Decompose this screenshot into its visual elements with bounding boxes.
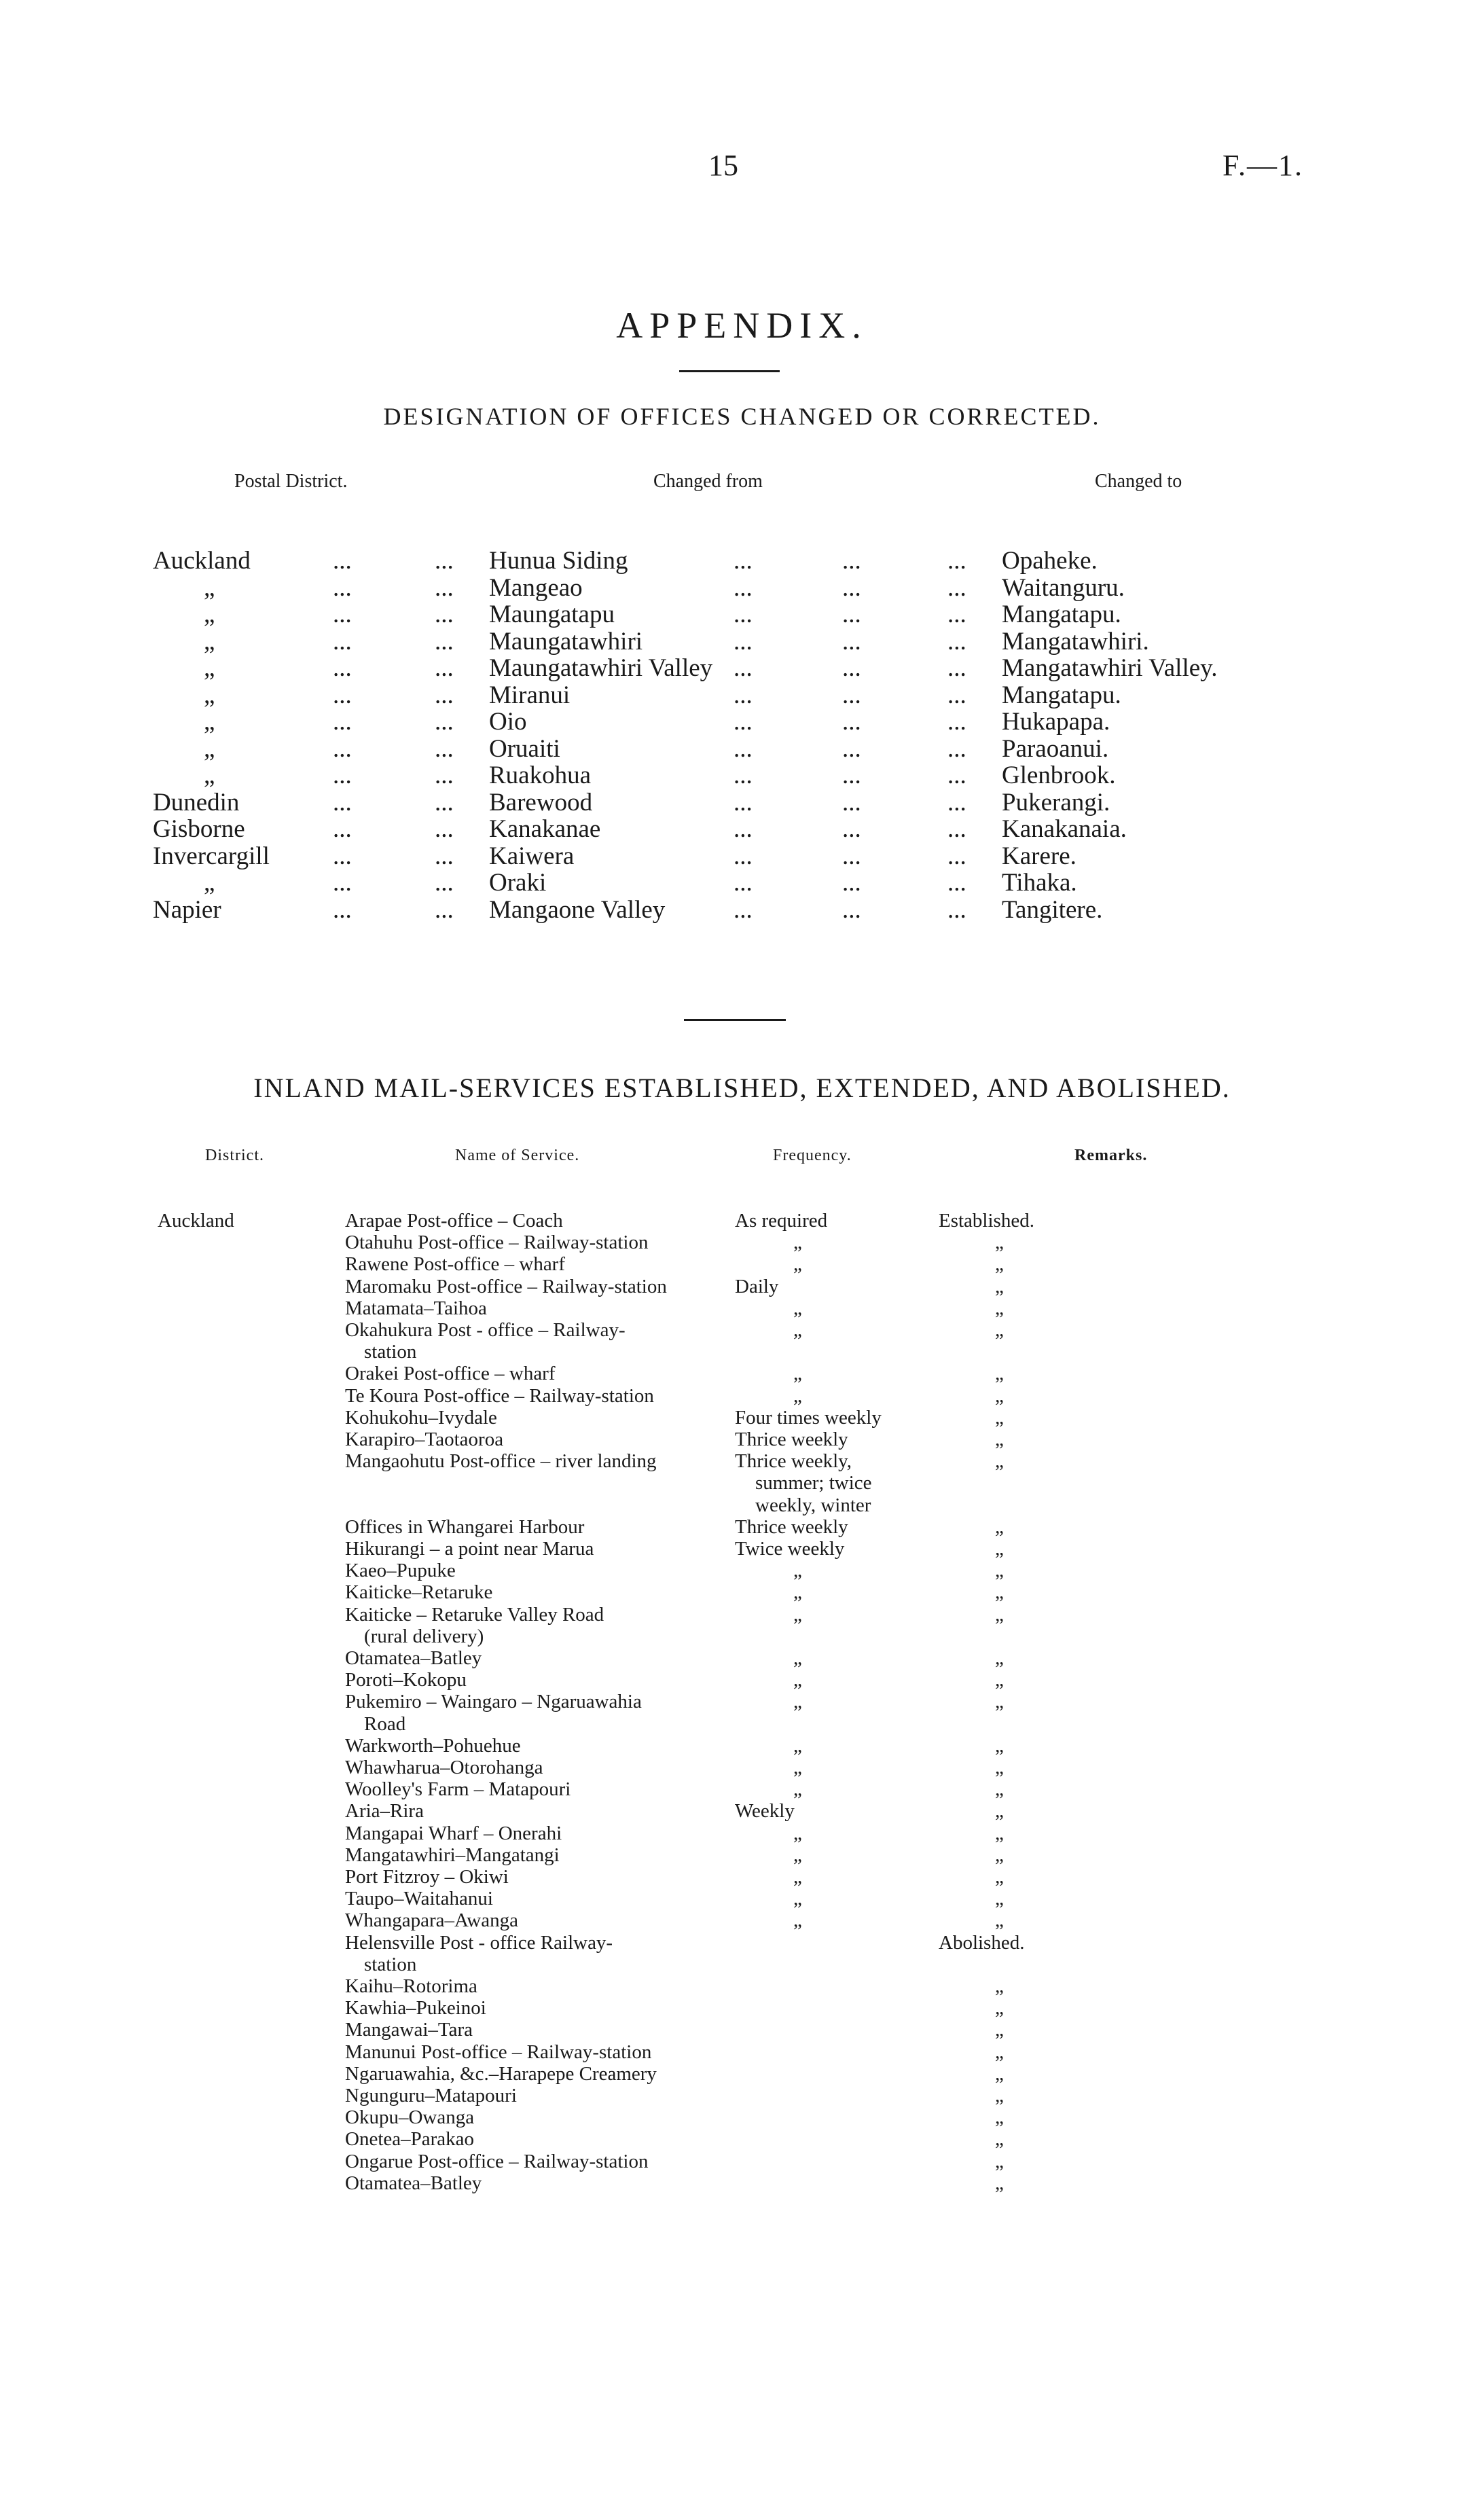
inland-remarks: „ — [995, 1429, 1004, 1450]
leader-dots: ... — [734, 547, 753, 575]
designation-changed-from: Hunua Siding — [489, 547, 628, 575]
inland-service-name: Woolley's Farm – Matapouri — [345, 1778, 571, 1801]
inland-service-name: Taupo–Waitahanui — [345, 1888, 493, 1910]
designation-district: „ — [204, 708, 215, 736]
leader-dots: ... — [947, 761, 966, 789]
leader-dots: ... — [435, 627, 454, 656]
inland-service-name: Mangawai–Tara — [345, 2019, 473, 2041]
leader-dots: ... — [435, 869, 454, 897]
inland-frequency: „ — [793, 1319, 802, 1341]
leader-dots: ... — [947, 842, 966, 870]
designation-changed-to: Hukapapa. — [1002, 708, 1110, 736]
inland-service-row — [0, 1538, 1484, 1560]
designation-changed-from: Maungatapu — [489, 600, 615, 628]
designation-changed-from: Maungatawhiri — [489, 627, 643, 656]
leader-dots: ... — [842, 600, 861, 628]
inland-service-row — [0, 1888, 1484, 1909]
inland-service-name: Mangapai Wharf – Onerahi — [345, 1822, 562, 1844]
inland-service-row — [0, 1210, 1484, 1232]
designation-changed-from: Oio — [489, 708, 527, 736]
inland-frequency: „ — [793, 1844, 802, 1866]
designation-changed-to: Paraoanui. — [1002, 734, 1109, 763]
leader-dots: ... — [333, 842, 352, 870]
leader-dots: ... — [435, 761, 454, 789]
inland-service-name: Whawharua–Otorohanga — [345, 1757, 543, 1778]
inland-service-name: Okupu–Owanga — [345, 2106, 475, 2129]
designation-row — [0, 575, 1484, 602]
designation-row — [0, 628, 1484, 656]
designation-changed-to: Tihaka. — [1002, 869, 1077, 897]
inland-frequency: Thrice weekly — [735, 1429, 848, 1450]
leader-dots: ... — [333, 708, 352, 736]
inland-service-row — [0, 1866, 1484, 1888]
designation-district: Napier — [153, 895, 221, 924]
inland-frequency-cont: summer; twice — [755, 1472, 872, 1494]
leader-dots: ... — [734, 869, 753, 897]
leader-dots: ... — [435, 681, 454, 709]
inland-service-name: Kaiticke–Retaruke — [345, 1581, 493, 1604]
inland-service-row — [0, 1800, 1484, 1822]
inland-frequency: Daily — [735, 1275, 779, 1297]
inland-remarks: „ — [995, 1778, 1004, 1801]
inland-service-name: Ngaruawahia, &c.–Harapepe Creamery — [345, 2062, 657, 2085]
inland-frequency: „ — [793, 1647, 802, 1669]
inland-remarks: „ — [995, 1669, 1004, 1691]
leader-dots: ... — [734, 573, 753, 602]
leader-dots: ... — [947, 681, 966, 709]
inland-service-name: Whangapara–Awanga — [345, 1909, 518, 1932]
leader-dots: ... — [333, 815, 352, 843]
leader-dots: ... — [734, 654, 753, 682]
designation-changed-to: Mangatawhiri. — [1002, 627, 1149, 656]
inland-service-name: Manunui Post-office – Railway-station — [345, 2041, 652, 2063]
leader-dots: ... — [333, 734, 352, 763]
inland-remarks: „ — [995, 1253, 1004, 1276]
designation-changed-from: Oraki — [489, 869, 547, 897]
leader-dots: ... — [947, 654, 966, 682]
designation-district: „ — [204, 627, 215, 656]
inland-remarks: „ — [995, 1581, 1004, 1604]
inland-remarks: „ — [995, 1888, 1004, 1910]
leader-dots: ... — [842, 788, 861, 816]
inland-remarks: „ — [995, 1866, 1004, 1888]
leader-dots: ... — [842, 869, 861, 897]
section-rule — [684, 1019, 786, 1021]
inland-remarks: „ — [995, 2128, 1004, 2151]
designation-changed-from: Ruakohua — [489, 761, 592, 789]
designation-changed-from: Kanakanae — [489, 815, 601, 843]
inland-remarks: „ — [995, 2106, 1004, 2129]
inland-service-name: Kaihu–Rotorima — [345, 1975, 477, 1997]
leader-dots: ... — [947, 600, 966, 628]
inland-remarks: „ — [995, 1232, 1004, 1254]
leader-dots: ... — [947, 708, 966, 736]
inland-service-name-cont: station — [364, 1341, 417, 1363]
inland-service-name: Poroti–Kokopu — [345, 1669, 467, 1691]
inland-remarks: „ — [995, 1757, 1004, 1778]
inland-service-row — [0, 1757, 1484, 1778]
leader-dots: ... — [435, 788, 454, 816]
page-reference: F.—1. — [1223, 149, 1303, 182]
leader-dots: ... — [435, 600, 454, 628]
leader-dots: ... — [842, 708, 861, 736]
designation-changed-to: Mangatapu. — [1002, 600, 1121, 628]
inland-remarks: „ — [995, 1647, 1004, 1669]
leader-dots: ... — [842, 815, 861, 843]
inland-service-row — [0, 1560, 1484, 1581]
inland-service-row — [0, 1581, 1484, 1603]
inland-service-row — [0, 1647, 1484, 1669]
leader-dots: ... — [842, 627, 861, 656]
inland-section-title: INLAND MAIL-SERVICES ESTABLISHED, EXTENDED, AND ABOLISHED. — [253, 1073, 1231, 1103]
inland-service-name: Orakei Post-office – wharf — [345, 1363, 556, 1385]
inland-remarks: „ — [995, 1275, 1004, 1297]
inland-remarks: „ — [995, 1997, 1004, 2020]
leader-dots: ... — [947, 547, 966, 575]
leader-dots: ... — [435, 842, 454, 870]
inland-remarks: „ — [995, 1384, 1004, 1407]
inland-service-name: Ongarue Post-office – Railway-station — [345, 2150, 649, 2172]
inland-service-name: Helensville Post - office Railway- — [345, 1931, 613, 1954]
leader-dots: ... — [734, 895, 753, 924]
inland-service-row — [0, 2063, 1484, 2085]
inland-frequency: „ — [793, 1866, 802, 1888]
designation-changed-to: Tangitere. — [1002, 895, 1103, 924]
designation-changed-to: Opaheke. — [1002, 547, 1098, 575]
leader-dots: ... — [435, 573, 454, 602]
inland-frequency: „ — [793, 1734, 802, 1757]
designation-district: „ — [204, 654, 215, 682]
inland-service-row — [0, 1429, 1484, 1450]
designation-header-district: Postal District. — [234, 471, 348, 492]
leader-dots: ... — [734, 708, 753, 736]
inland-remarks: „ — [995, 2172, 1004, 2194]
leader-dots: ... — [734, 627, 753, 656]
designation-district: Auckland — [153, 547, 251, 575]
designation-row — [0, 843, 1484, 870]
inland-service-row — [0, 2019, 1484, 2041]
page-number: 15 — [708, 149, 738, 182]
inland-service-name: Otahuhu Post-office – Railway-station — [345, 1232, 649, 1254]
inland-service-name: Offices in Whangarei Harbour — [345, 1515, 585, 1538]
inland-remarks: „ — [995, 1450, 1004, 1473]
leader-dots: ... — [842, 681, 861, 709]
designation-district: „ — [204, 734, 215, 763]
leader-dots: ... — [947, 788, 966, 816]
inland-frequency: Thrice weekly — [735, 1515, 848, 1538]
leader-dots: ... — [842, 573, 861, 602]
inland-service-name: Okahukura Post - office – Railway- — [345, 1319, 626, 1341]
designation-changed-to: Glenbrook. — [1002, 761, 1116, 789]
inland-header-remarks: Remarks. — [1074, 1147, 1148, 1164]
inland-remarks: „ — [995, 1406, 1004, 1429]
inland-service-name: Hikurangi – a point near Marua — [345, 1538, 594, 1560]
inland-service-name: Karapiro–Taotaoroa — [345, 1429, 504, 1450]
inland-remarks: „ — [995, 1603, 1004, 1626]
inland-header-district: District. — [205, 1147, 264, 1164]
designation-changed-from: Oruaiti — [489, 734, 560, 763]
inland-service-row — [0, 1691, 1484, 1734]
inland-remarks: „ — [995, 1822, 1004, 1844]
designation-section-title: DESIGNATION OF OFFICES CHANGED OR CORRECTED. — [383, 403, 1101, 430]
leader-dots: ... — [435, 654, 454, 682]
inland-service-name: Port Fitzroy – Okiwi — [345, 1866, 509, 1888]
inland-service-row — [0, 2085, 1484, 2106]
leader-dots: ... — [333, 654, 352, 682]
inland-remarks: Established. — [939, 1210, 1034, 1232]
inland-remarks: „ — [995, 1538, 1004, 1560]
inland-service-name: Matamata–Taihoa — [345, 1297, 487, 1319]
designation-changed-from: Miranui — [489, 681, 571, 709]
inland-frequency: „ — [793, 1757, 802, 1778]
inland-service-name: Mangatawhiri–Mangatangi — [345, 1844, 560, 1866]
leader-dots: ... — [333, 627, 352, 656]
inland-remarks: „ — [995, 2150, 1004, 2172]
leader-dots: ... — [333, 788, 352, 816]
leader-dots: ... — [947, 573, 966, 602]
leader-dots: ... — [842, 761, 861, 789]
inland-service-row — [0, 1450, 1484, 1516]
inland-service-row — [0, 2151, 1484, 2172]
designation-district: Invercargill — [153, 842, 270, 870]
inland-frequency: „ — [793, 1297, 802, 1319]
inland-service-name: Onetea–Parakao — [345, 2128, 475, 2151]
inland-service-name: Maromaku Post-office – Railway-station — [345, 1275, 667, 1297]
inland-frequency: As required — [735, 1210, 828, 1232]
inland-frequency: Twice weekly — [735, 1538, 845, 1560]
inland-frequency: Thrice weekly, — [735, 1450, 852, 1473]
designation-changed-from: Mangaone Valley — [489, 895, 666, 924]
inland-service-row — [0, 2041, 1484, 2063]
inland-service-row — [0, 1407, 1484, 1429]
inland-service-row — [0, 2128, 1484, 2150]
designation-district: „ — [204, 600, 215, 628]
designation-row — [0, 708, 1484, 736]
inland-frequency: „ — [793, 1888, 802, 1910]
designation-changed-to: Mangatapu. — [1002, 681, 1121, 709]
inland-service-name: Ngunguru–Matapouri — [345, 2085, 517, 2106]
designation-header-from: Changed from — [653, 471, 763, 492]
inland-remarks: „ — [995, 2062, 1004, 2085]
inland-service-row — [0, 1253, 1484, 1275]
leader-dots: ... — [734, 815, 753, 843]
inland-service-name-cont: (rural delivery) — [364, 1625, 484, 1647]
leader-dots: ... — [842, 842, 861, 870]
designation-district: „ — [204, 869, 215, 897]
leader-dots: ... — [435, 547, 454, 575]
designation-changed-to: Karere. — [1002, 842, 1076, 870]
inland-remarks: „ — [995, 1975, 1004, 1997]
designation-row — [0, 789, 1484, 816]
designation-district: Dunedin — [153, 788, 240, 816]
inland-remarks: „ — [995, 1800, 1004, 1823]
designation-row — [0, 816, 1484, 843]
inland-service-name: Kawhia–Pukeinoi — [345, 1997, 486, 2020]
designation-district: Gisborne — [153, 815, 245, 843]
inland-frequency: „ — [793, 1822, 802, 1844]
inland-service-row — [0, 1997, 1484, 2019]
leader-dots: ... — [842, 547, 861, 575]
inland-service-name-cont: station — [364, 1953, 417, 1975]
inland-frequency: „ — [793, 1778, 802, 1801]
leader-dots: ... — [842, 734, 861, 763]
leader-dots: ... — [333, 681, 352, 709]
inland-remarks: „ — [995, 1297, 1004, 1319]
inland-service-name: Arapae Post-office – Coach — [345, 1210, 563, 1232]
inland-frequency: Four times weekly — [735, 1406, 882, 1429]
designation-row — [0, 655, 1484, 682]
inland-service-row — [0, 1232, 1484, 1253]
leader-dots: ... — [842, 654, 861, 682]
inland-service-row — [0, 1276, 1484, 1297]
designation-changed-from: Mangeao — [489, 573, 583, 602]
inland-service-name: Rawene Post-office – wharf — [345, 1253, 565, 1276]
designation-row — [0, 548, 1484, 575]
inland-service-name: Kohukohu–Ivydale — [345, 1406, 497, 1429]
inland-frequency: „ — [793, 1363, 802, 1385]
leader-dots: ... — [333, 761, 352, 789]
designation-header-to: Changed to — [1095, 471, 1182, 492]
inland-service-row — [0, 1297, 1484, 1319]
designation-changed-to: Kanakanaia. — [1002, 815, 1127, 843]
inland-service-name: Aria–Rira — [345, 1800, 424, 1823]
inland-remarks: „ — [995, 2019, 1004, 2041]
inland-service-row — [0, 1385, 1484, 1407]
inland-frequency: „ — [793, 1691, 802, 1713]
leader-dots: ... — [947, 895, 966, 924]
inland-service-row — [0, 1909, 1484, 1931]
designation-row — [0, 601, 1484, 628]
inland-remarks: „ — [995, 1844, 1004, 1866]
leader-dots: ... — [734, 842, 753, 870]
designation-row — [0, 869, 1484, 897]
inland-frequency: „ — [793, 1909, 802, 1932]
inland-service-row — [0, 1975, 1484, 1997]
leader-dots: ... — [333, 869, 352, 897]
inland-frequency: „ — [793, 1232, 802, 1254]
leader-dots: ... — [435, 895, 454, 924]
inland-remarks: „ — [995, 2085, 1004, 2106]
leader-dots: ... — [734, 600, 753, 628]
leader-dots: ... — [947, 734, 966, 763]
leader-dots: ... — [947, 627, 966, 656]
leader-dots: ... — [947, 869, 966, 897]
designation-changed-from: Barewood — [489, 788, 593, 816]
inland-service-name-cont: Road — [364, 1712, 406, 1735]
designation-row — [0, 897, 1484, 924]
designation-changed-to: Pukerangi. — [1002, 788, 1110, 816]
leader-dots: ... — [333, 895, 352, 924]
inland-service-row — [0, 1778, 1484, 1800]
inland-service-row — [0, 1932, 1484, 1975]
inland-remarks: Abolished. — [939, 1931, 1025, 1954]
inland-district: Auckland — [158, 1210, 234, 1232]
title-rule — [679, 370, 780, 372]
leader-dots: ... — [333, 600, 352, 628]
inland-header-service: Name of Service. — [455, 1147, 580, 1164]
designation-row — [0, 682, 1484, 709]
inland-service-name: Warkworth–Pohuehue — [345, 1734, 521, 1757]
inland-remarks: „ — [995, 1560, 1004, 1582]
leader-dots: ... — [435, 815, 454, 843]
leader-dots: ... — [842, 895, 861, 924]
leader-dots: ... — [333, 547, 352, 575]
designation-row — [0, 736, 1484, 763]
designation-changed-from: Maungatawhiri Valley — [489, 654, 713, 682]
inland-frequency: „ — [793, 1603, 802, 1626]
inland-frequency: „ — [793, 1581, 802, 1604]
leader-dots: ... — [734, 734, 753, 763]
inland-service-row — [0, 1363, 1484, 1384]
designation-district: „ — [204, 573, 215, 602]
designation-row — [0, 762, 1484, 789]
inland-service-row — [0, 2172, 1484, 2194]
leader-dots: ... — [435, 734, 454, 763]
leader-dots: ... — [947, 815, 966, 843]
inland-service-name: Te Koura Post-office – Railway-station — [345, 1384, 654, 1407]
inland-service-row — [0, 1844, 1484, 1866]
inland-remarks: „ — [995, 1691, 1004, 1713]
inland-service-name: Mangaohutu Post-office – river landing — [345, 1450, 657, 1473]
inland-service-row — [0, 1319, 1484, 1363]
inland-service-row — [0, 1604, 1484, 1647]
designation-changed-to: Mangatawhiri Valley. — [1002, 654, 1218, 682]
leader-dots: ... — [734, 788, 753, 816]
inland-service-name: Otamatea–Batley — [345, 2172, 482, 2194]
inland-frequency: „ — [793, 1669, 802, 1691]
inland-frequency: „ — [793, 1560, 802, 1582]
inland-service-row — [0, 1669, 1484, 1691]
inland-frequency: „ — [793, 1253, 802, 1276]
inland-service-name: Kaeo–Pupuke — [345, 1560, 456, 1582]
inland-service-row — [0, 2106, 1484, 2128]
appendix-title: APPENDIX. — [616, 305, 868, 346]
leader-dots: ... — [435, 708, 454, 736]
inland-remarks: „ — [995, 1319, 1004, 1341]
designation-district: „ — [204, 761, 215, 789]
inland-service-row — [0, 1823, 1484, 1844]
inland-remarks: „ — [995, 1734, 1004, 1757]
inland-remarks: „ — [995, 2041, 1004, 2063]
designation-changed-from: Kaiwera — [489, 842, 575, 870]
inland-service-row — [0, 1735, 1484, 1757]
inland-service-name: Kaiticke – Retaruke Valley Road — [345, 1603, 604, 1626]
leader-dots: ... — [333, 573, 352, 602]
leader-dots: ... — [734, 761, 753, 789]
inland-service-name: Otamatea–Batley — [345, 1647, 482, 1669]
designation-district: „ — [204, 681, 215, 709]
inland-frequency-cont: weekly, winter — [755, 1494, 871, 1516]
inland-frequency: „ — [793, 1384, 802, 1407]
leader-dots: ... — [734, 681, 753, 709]
inland-service-row — [0, 1516, 1484, 1538]
designation-changed-to: Waitanguru. — [1002, 573, 1125, 602]
inland-frequency: Weekly — [735, 1800, 795, 1823]
inland-service-name: Pukemiro – Waingaro – Ngaruawahia — [345, 1691, 642, 1713]
inland-header-frequency: Frequency. — [773, 1147, 852, 1164]
inland-remarks: „ — [995, 1909, 1004, 1932]
inland-remarks: „ — [995, 1515, 1004, 1538]
inland-remarks: „ — [995, 1363, 1004, 1385]
